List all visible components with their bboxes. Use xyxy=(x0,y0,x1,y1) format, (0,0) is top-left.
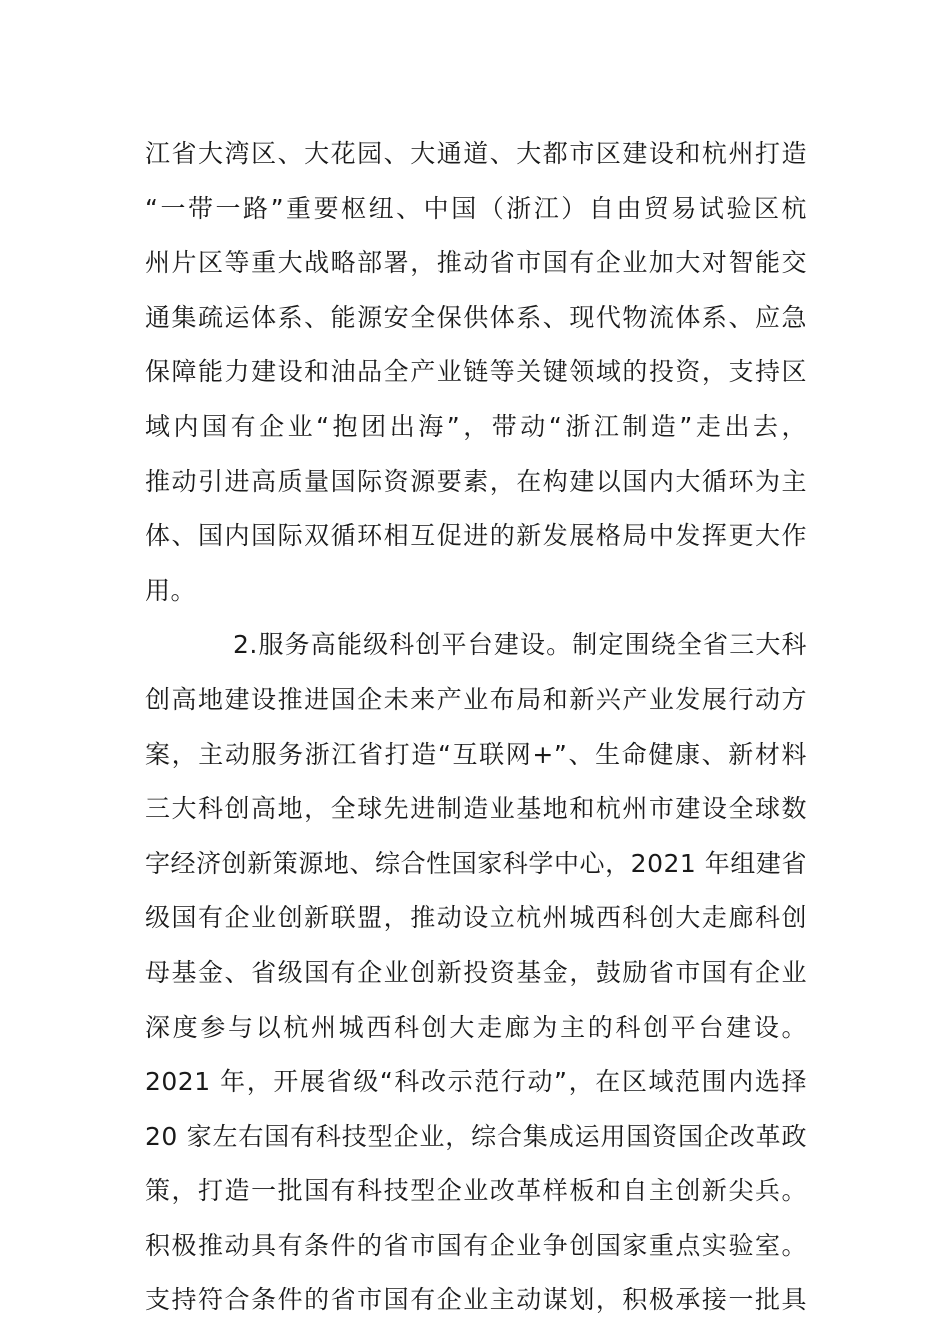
body-text xyxy=(145,127,807,1328)
text-line: 用。 xyxy=(145,575,197,605)
section-heading-line: 2.服务高能级科创平台建设。制定围绕全省三大科 xyxy=(233,630,807,660)
paragraph-1 xyxy=(145,127,807,618)
text-line: 江省大湾区、大花园、大通道、大都市区建设和杭州打造 xyxy=(145,139,807,168)
text-line: 积极推动具有条件的省市国有企业争创国家重点实验室。 xyxy=(145,1230,807,1260)
text-line: 策，打造一批国有科技型企业改革样板和自主创新尖兵。 xyxy=(145,1176,807,1206)
text-line: 案，主动服务浙江省打造“互联网+”、生命健康、新材料 xyxy=(145,739,807,769)
text-line: 支持符合条件的省市国有企业主动谋划，积极承接一批具 xyxy=(145,1285,807,1315)
text-line: 保障能力建设和油品全产业链等关键领域的投资，支持区 xyxy=(145,357,807,387)
text-line: 20 家左右国有科技型企业，综合集成运用国资国企改革政 xyxy=(145,1121,807,1151)
text-line: 2021 年，开展省级“科改示范行动”，在区域范围内选择 xyxy=(145,1067,807,1097)
text-line: 深度参与以杭州城西科创大走廊为主的科创平台建设。 xyxy=(145,1012,807,1042)
text-line: 域内国有企业“抱团出海”，带动“浙江制造”走出去， xyxy=(145,411,807,441)
text-line: 母基金、省级国有企业创新投资基金，鼓励省市国有企业 xyxy=(145,957,807,987)
paragraph-2 xyxy=(145,618,807,1328)
text-line: 级国有企业创新联盟，推动设立杭州城西科创大走廊科创 xyxy=(145,903,807,933)
text-line: 州片区等重大战略部署，推动省市国有企业加大对智能交 xyxy=(145,248,807,278)
text-line: 通集疏运体系、能源安全保供体系、现代物流体系、应急 xyxy=(145,302,807,332)
text-line: 体、国内国际双循环相互促进的新发展格局中发挥更大作 xyxy=(145,521,807,551)
text-line: 字经济创新策源地、综合性国家科学中心，2021 年组建省 xyxy=(145,848,807,878)
text-line: 推动引进高质量国际资源要素，在构建以国内大循环为主 xyxy=(145,466,807,496)
text-line: “一带一路”重要枢纽、中国（浙江）自由贸易试验区杭 xyxy=(145,193,807,223)
text-line: 创高地建设推进国企未来产业布局和新兴产业发展行动方 xyxy=(145,684,807,714)
text-line: 三大科创高地，全球先进制造业基地和杭州市建设全球数 xyxy=(145,794,807,824)
